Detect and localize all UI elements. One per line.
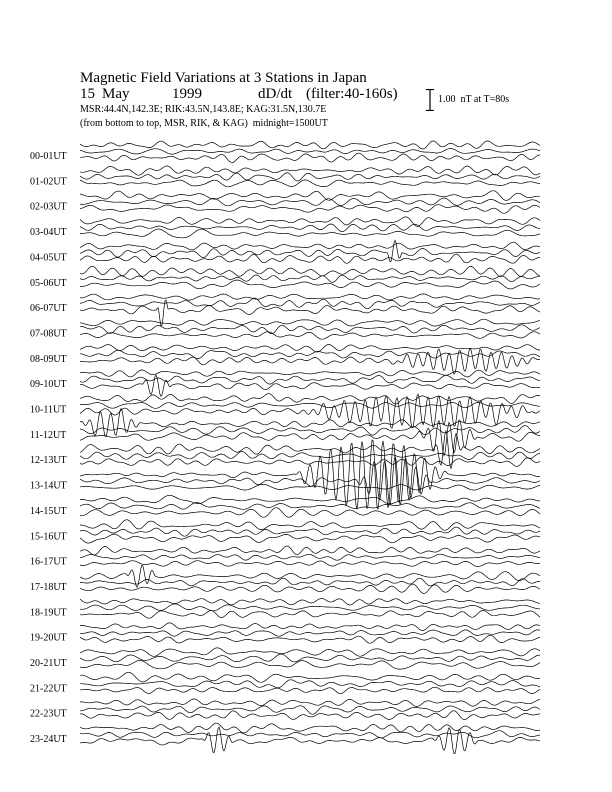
row-label: 14-15UT	[30, 505, 67, 517]
order-note-text: (from bottom to top, MSR, RIK, & KAG)	[80, 118, 248, 129]
row-label: 01-02UT	[30, 176, 67, 188]
trace-msr-13-14ut	[80, 484, 540, 490]
trace-kag-03-04ut	[80, 217, 540, 226]
trace-kag-14-15ut	[80, 495, 540, 504]
trace-rik-09-10ut	[80, 375, 540, 384]
trace-kag-09-10ut	[80, 370, 540, 377]
chart-title: Magnetic Field Variations at 3 Stations in Japan	[80, 70, 367, 86]
trace-msr-22-23ut	[80, 711, 540, 720]
trace-rik-00-01ut	[80, 149, 540, 155]
row-label: 02-03UT	[30, 201, 67, 213]
trace-msr-19-20ut	[80, 635, 540, 643]
trace-rik-10-11ut	[80, 402, 540, 408]
trace-rik-16-17ut	[80, 554, 540, 560]
trace-rik-04-05ut	[80, 240, 540, 261]
trace-rik-14-15ut	[80, 503, 540, 510]
trace-msr-00-01ut	[80, 153, 540, 162]
row-label: 23-24UT	[30, 734, 67, 746]
row-label: 18-19UT	[30, 607, 67, 619]
row-label: 09-10UT	[30, 379, 67, 391]
trace-kag-19-20ut	[80, 623, 540, 631]
trace-msr-20-21ut	[80, 660, 540, 669]
component: dD/dt	[258, 86, 293, 102]
trace-rik-20-21ut	[80, 654, 540, 662]
trace-rik-12-13ut	[80, 452, 540, 460]
trace-kag-17-18ut	[80, 565, 540, 587]
trace-rik-08-09ut	[80, 350, 540, 358]
trace-rik-06-07ut	[80, 298, 540, 309]
trace-msr-17-18ut	[80, 584, 540, 593]
trace-kag-05-06ut	[80, 266, 540, 276]
row-label: 05-06UT	[30, 277, 67, 289]
trace-kag-22-23ut	[80, 699, 540, 707]
trace-rik-19-20ut	[80, 630, 540, 636]
trace-rik-03-04ut	[80, 224, 540, 232]
trace-msr-18-19ut	[80, 610, 540, 618]
trace-msr-06-07ut	[80, 300, 540, 326]
trace-msr-07-08ut	[80, 332, 540, 340]
trace-msr-16-17ut	[80, 561, 540, 567]
trace-msr-14-15ut	[80, 508, 540, 518]
row-label: 15-16UT	[30, 531, 67, 543]
row-label: 06-07UT	[30, 303, 67, 315]
trace-kag-16-17ut	[80, 546, 540, 555]
trace-kag-23-24ut	[80, 723, 540, 733]
row-label: 04-05UT	[30, 252, 67, 264]
row-label: 11-12UT	[30, 429, 67, 441]
trace-kag-12-13ut	[80, 431, 540, 469]
row-label: 16-17UT	[30, 556, 67, 568]
trace-kag-00-01ut	[80, 141, 540, 149]
trace-msr-04-05ut	[80, 254, 540, 263]
trace-kag-02-03ut	[80, 191, 540, 201]
trace-kag-18-19ut	[80, 599, 540, 606]
year: 1999	[172, 86, 202, 102]
trace-rik-18-19ut	[80, 604, 540, 611]
row-label: 12-13UT	[30, 455, 67, 467]
trace-msr-03-04ut	[80, 229, 540, 238]
trace-rik-01-02ut	[80, 173, 540, 181]
scale-label: 1.00 nT at T=80s	[438, 94, 510, 105]
trace-msr-09-10ut	[80, 375, 540, 396]
trace-kag-20-21ut	[80, 648, 540, 657]
trace-rik-21-22ut	[80, 680, 540, 688]
trace-rik-22-23ut	[80, 706, 540, 715]
trace-kag-15-16ut	[80, 520, 540, 531]
midnight-note: midnight=1500UT	[252, 118, 328, 129]
row-label: 13-14UT	[30, 480, 67, 492]
trace-rik-02-03ut	[80, 198, 540, 206]
row-label: 17-18UT	[30, 581, 67, 593]
row-label: 07-08UT	[30, 328, 67, 340]
trace-msr-05-06ut	[80, 280, 540, 289]
trace-kag-04-05ut	[80, 242, 540, 250]
row-label: 10-11UT	[30, 404, 67, 416]
trace-msr-23-24ut	[80, 727, 540, 753]
trace-msr-08-09ut	[80, 349, 540, 374]
trace-rik-15-16ut	[80, 527, 540, 536]
trace-msr-21-22ut	[80, 687, 540, 693]
trace-msr-02-03ut	[80, 205, 540, 214]
trace-msr-15-16ut	[80, 534, 540, 543]
trace-msr-01-02ut	[80, 180, 540, 187]
filter: (filter:40-160s)	[306, 86, 398, 102]
row-label: 08-09UT	[30, 353, 67, 365]
row-label: 22-23UT	[30, 708, 67, 720]
trace-rik-05-06ut	[80, 275, 540, 282]
row-label: 21-22UT	[30, 683, 67, 695]
month: May	[102, 86, 130, 102]
row-label: 00-01UT	[30, 151, 67, 162]
day: 15	[80, 86, 95, 102]
row-label: 20-21UT	[30, 658, 67, 669]
trace-kag-07-08ut	[80, 319, 540, 326]
row-label: 03-04UT	[30, 227, 67, 239]
row-label: 19-20UT	[30, 632, 67, 644]
stations-coordinates: MSR:44.4N,142.3E; RIK:43.5N,143.8E; KAG:31.5N,130.7E	[80, 104, 327, 115]
trace-kag-06-07ut	[80, 294, 540, 300]
